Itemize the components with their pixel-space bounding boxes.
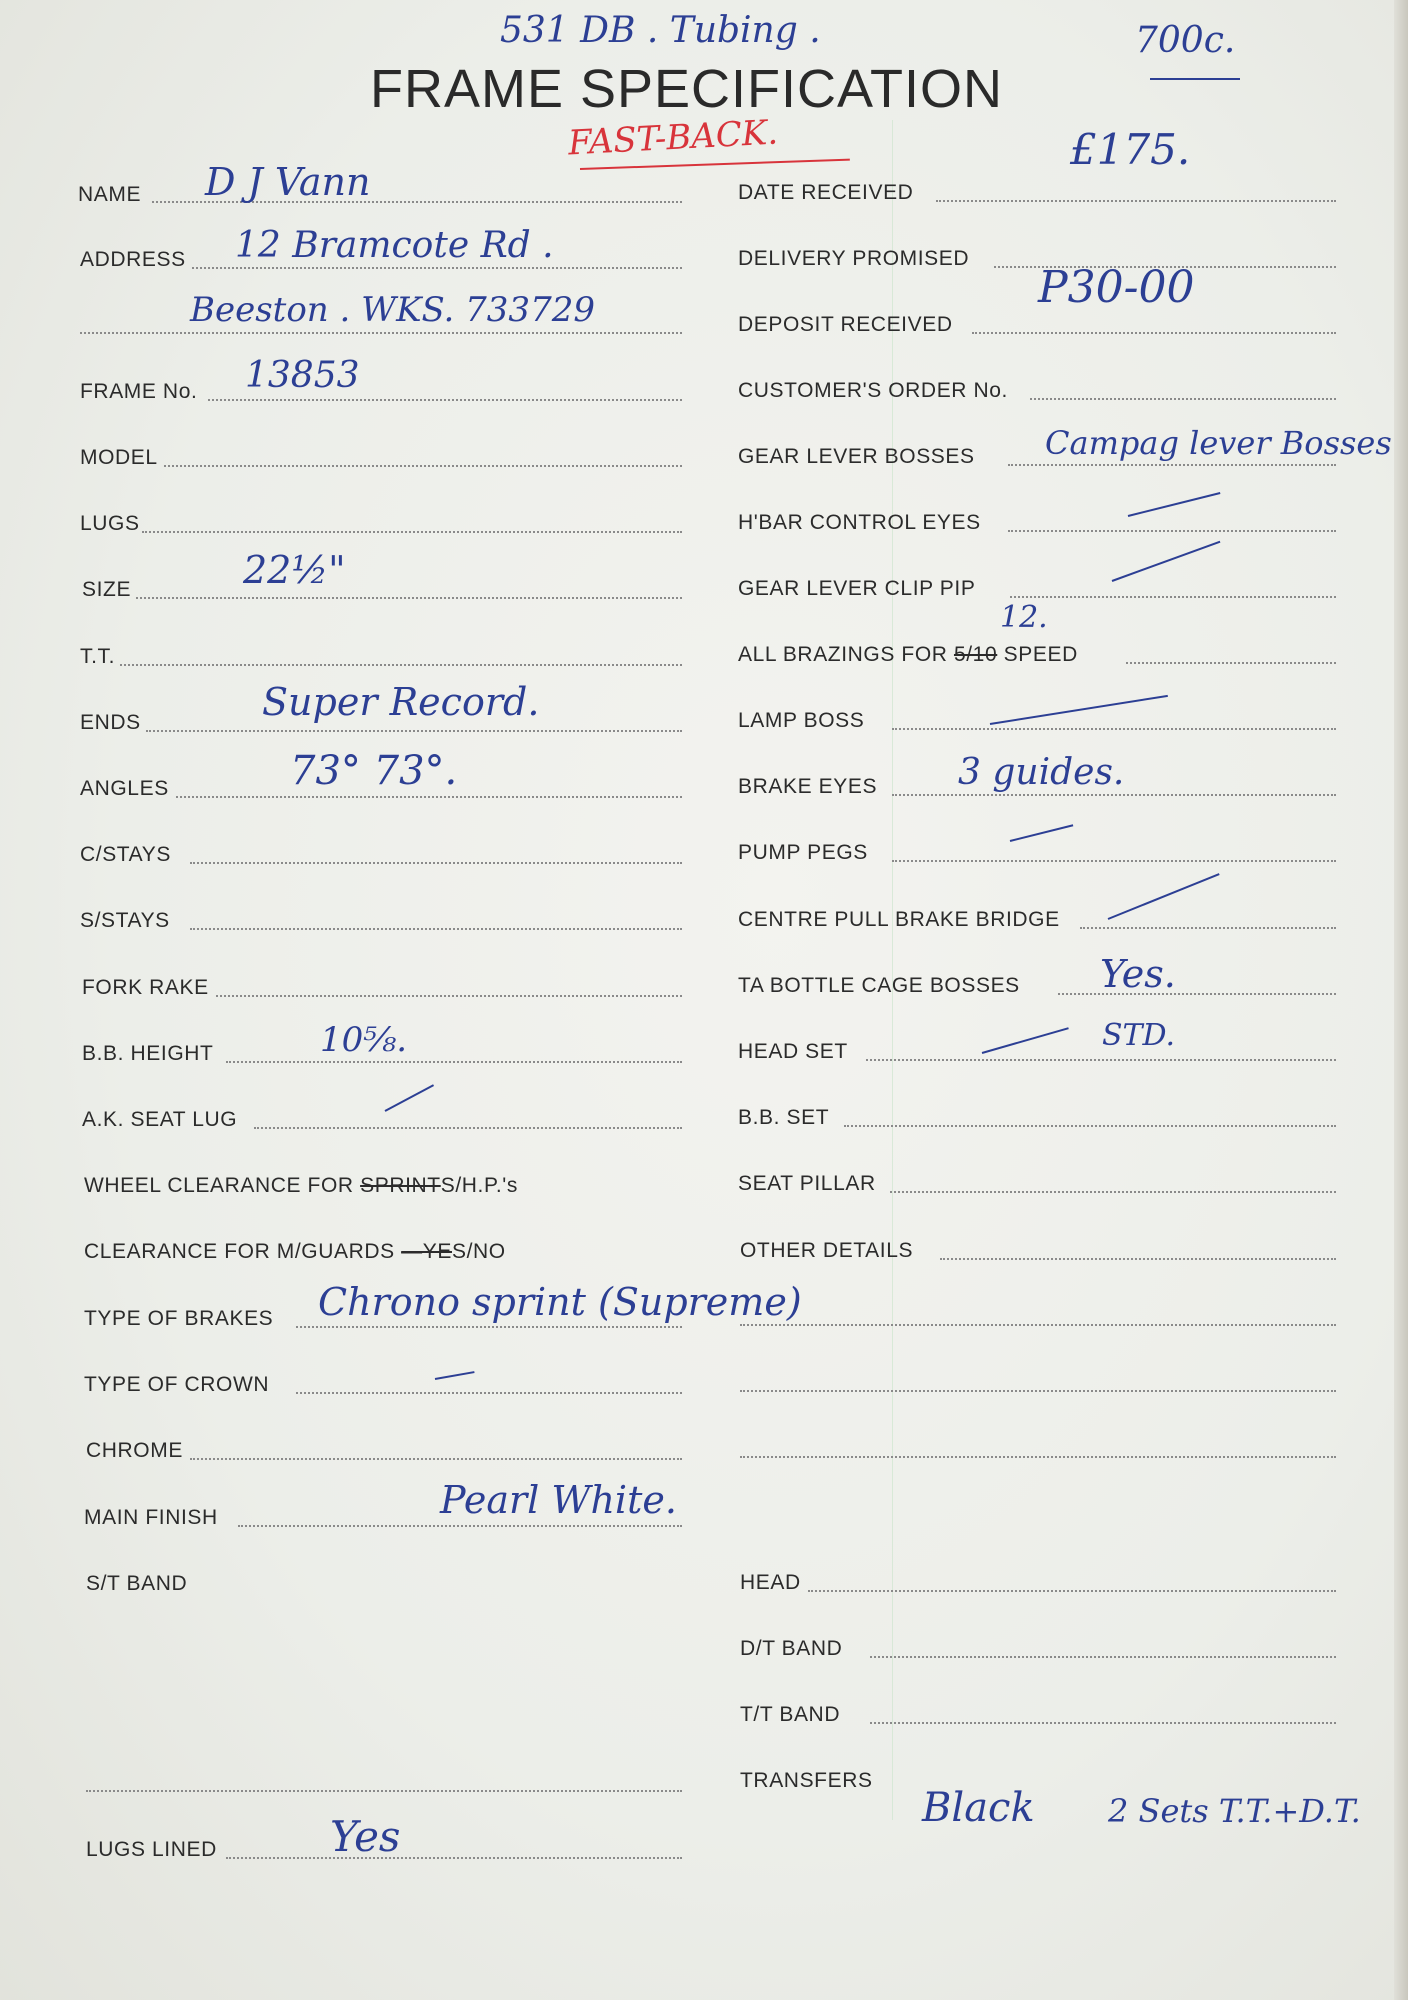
dotted-line [1008,464,1336,466]
dotted-line [892,728,1336,730]
label-fork-rake: FORK RAKE [82,976,209,999]
value-type-brakes: Chrono sprint (Supreme) [318,1280,802,1324]
label-st-band: S/T BAND [86,1572,188,1595]
label-head: HEAD [740,1571,801,1594]
label-delivery-promised: DELIVERY PROMISED [738,247,970,270]
dotted-line [254,1127,682,1129]
label-name: NAME [78,183,142,206]
label-ak-seat-lug: A.K. SEAT LUG [82,1108,238,1131]
label-type-brakes: TYPE OF BRAKES [84,1307,274,1330]
dotted-line [296,1392,682,1394]
value-ends: Super Record. [262,680,540,724]
label-bb-height: B.B. HEIGHT [82,1042,214,1065]
tubing-note: 531 DB . Tubing . [500,10,821,51]
dotted-line [164,465,682,467]
label-centre-pull: CENTRE PULL BRAKE BRIDGE [738,908,1060,931]
dotted-line [892,860,1336,862]
label-head-set: HEAD SET [738,1040,848,1063]
dotted-line [208,399,682,401]
dotted-line [146,730,682,732]
label-brazings: ALL BRAZINGS FOR 5/10 SPEED [738,643,1078,666]
label-type-crown: TYPE OF CROWN [84,1373,270,1396]
dotted-line [1008,530,1336,532]
dotted-line [190,862,682,864]
dotted-line [142,531,682,533]
label-bb-set: B.B. SET [738,1106,830,1129]
value-frame-no: 13853 [245,355,360,396]
value-ta-bottle: Yes. [1100,952,1176,996]
value-hbar-eyes-dash [1128,492,1221,517]
dotted-line [740,1390,1336,1392]
label-lamp-boss: LAMP BOSS [738,709,865,732]
paper-edge [1394,0,1408,2000]
dotted-line [136,597,682,599]
dotted-line [940,1258,1336,1260]
label-mguards: CLEARANCE FOR M/GUARDS —YES/NO [84,1240,506,1263]
dotted-line [1030,398,1336,400]
dotted-line [740,1324,1336,1326]
value-gear-lever-bosses: Campag lever Bosses [1045,424,1392,462]
wheel-size-note: 700c. [1135,20,1236,61]
dotted-line [892,794,1336,796]
label-frame-no: FRAME No. [80,380,198,403]
dotted-line [866,1059,1336,1061]
dotted-line [936,200,1336,202]
label-seat-pillar: SEAT PILLAR [738,1172,876,1195]
price-note: £175. [1070,125,1191,174]
label-gear-lever-clip: GEAR LEVER CLIP PIP [738,577,976,600]
label-transfers: TRANSFERS [740,1769,873,1792]
value-transfers: Black [922,1785,1035,1831]
label-main-finish: MAIN FINISH [84,1506,218,1529]
dotted-line [972,332,1336,334]
dotted-line [80,332,682,334]
style-note: FAST-BACK. [567,112,779,164]
value-angles: 73° 73°. [290,748,458,794]
label-ends: ENDS [80,711,141,734]
label-deposit-received: DEPOSIT RECEIVED [738,313,953,336]
dotted-line [176,796,682,798]
dotted-line [1010,596,1336,598]
dotted-line [844,1125,1336,1127]
label-tt: T.T. [80,645,116,668]
label-angles: ANGLES [80,777,169,800]
value-main-finish: Pearl White. [440,1478,677,1522]
dotted-line [226,1857,682,1859]
label-customers-order: CUSTOMER'S ORDER No. [738,379,1008,402]
label-hbar-eyes: H'BAR CONTROL EYES [738,511,981,534]
label-wheel-clearance: WHEEL CLEARANCE FOR SPRINTS/H.P.'s [84,1174,519,1197]
dotted-line [226,1061,682,1063]
value-address-line2: Beeston . WKS. 733729 [190,290,595,330]
label-ta-bottle: TA BOTTLE CAGE BOSSES [738,974,1020,997]
label-pump-pegs: PUMP PEGS [738,841,868,864]
handwritten-underline [1150,78,1240,80]
dotted-line [808,1590,1336,1592]
label-size: SIZE [82,578,132,601]
dotted-line [1080,927,1336,929]
label-other-details: OTHER DETAILS [740,1239,914,1262]
label-date-received: DATE RECEIVED [738,181,914,204]
value-lamp-boss-dash [990,695,1168,725]
value-centre-pull-dash [1108,873,1220,920]
label-dt-band: D/T BAND [740,1637,843,1660]
dotted-line [870,1722,1336,1724]
dotted-line [190,1458,682,1460]
dotted-line [740,1456,1336,1458]
label-tt-band: T/T BAND [740,1703,841,1726]
dotted-line [890,1191,1336,1193]
value-ak-seat-lug-dash [385,1084,435,1112]
value-head-set: STD. [1102,1018,1176,1053]
label-chrome: CHROME [86,1439,183,1462]
value-pump-pegs-dash [1010,824,1074,842]
paper-rule-line [892,120,893,1820]
label-model: MODEL [80,446,158,469]
label-lugs: LUGS [80,512,140,535]
form-title: FRAME SPECIFICATION [370,59,1004,119]
value-transfers-note: 2 Sets T.T.+D.T. [1108,1792,1361,1830]
value-name: D J Vann [205,160,371,204]
label-address: ADDRESS [80,248,186,271]
value-brake-eyes: 3 guides. [958,752,1125,793]
label-gear-lever-bosses: GEAR LEVER BOSSES [738,445,975,468]
dotted-line [120,664,682,666]
value-head-set-dash [982,1027,1069,1054]
dotted-line [870,1656,1336,1658]
value-bb-height: 10⅝. [320,1020,408,1060]
value-speed: 12. [1000,600,1048,635]
value-size: 22½" [243,548,346,592]
dotted-line [1126,662,1336,664]
value-deposit: P30-00 [1038,262,1195,313]
label-brake-eyes: BRAKE EYES [738,775,878,798]
dotted-line [238,1525,682,1527]
dotted-line [296,1326,682,1328]
dotted-line [190,928,682,930]
dotted-line [192,267,682,269]
label-cstays: C/STAYS [80,843,171,866]
value-type-crown-dash [435,1371,475,1380]
dotted-line [216,995,682,997]
label-sstays: S/STAYS [80,909,170,932]
value-lugs-lined: Yes [330,1812,401,1861]
value-gear-lever-clip-dash [1112,541,1221,582]
dotted-line [86,1790,682,1792]
label-lugs-lined: LUGS LINED [86,1838,217,1861]
value-address-line1: 12 Bramcote Rd . [235,225,554,266]
